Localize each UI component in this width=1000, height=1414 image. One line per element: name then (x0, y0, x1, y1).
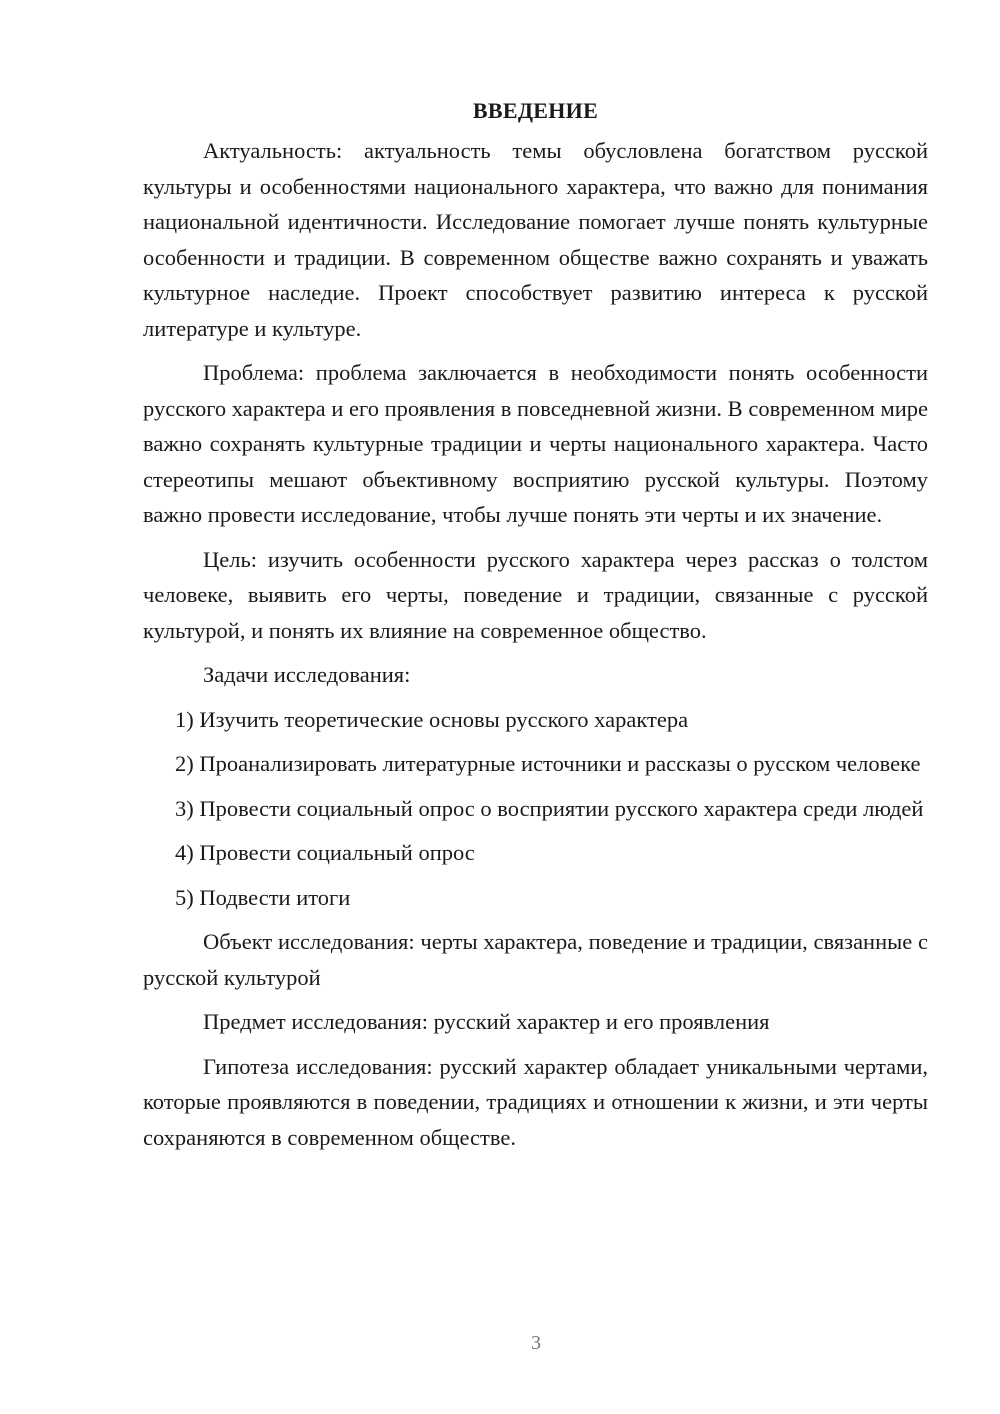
document-body (143, 93, 928, 1155)
hypothesis-paragraph: Гипотеза исследования: русский характер обладает уникальными чертами, которые проявляются в поведении, традициях и отношении к жизни, и эти черты сохраняются в современном обществе. (143, 1053, 928, 1150)
section-title: ВВЕДЕНИЕ (472, 98, 599, 123)
task-item: 3) Провести социальный опрос о восприятии русского характера среди людей (175, 795, 924, 821)
tasks-heading: Задачи исследования: (203, 662, 411, 687)
task-item: 4) Провести социальный опрос (175, 840, 475, 865)
page-number: 3 (531, 1332, 541, 1354)
task-item: 5) Подвести итоги (175, 884, 351, 910)
relevance-paragraph: Актуальность: актуальность темы обусловлена богатством русской культуры и особенностями национального характера, что важно для понимания национальной идентичности. Исследование помогает лучше понять культурные особенности и традиции. В современном обществе важно сохранять и уважать культурное наследие. Проект способствует развитию интереса к русской литературе и культуре. (143, 138, 928, 341)
task-item: 2) Проанализировать литературные источники и рассказы о русском человеке (175, 751, 921, 776)
problem-paragraph: Проблема: проблема заключается в необходимости понять особенности русского характера и его проявления в повседневной жизни. В современном мире важно сохранять культурные традиции и черты национального характера. Часто стереотипы мешают объективному восприятию русской культуры. Поэтому важно провести исследование, чтобы лучше понять эти черты и их значение. (143, 360, 928, 527)
goal-paragraph: Цель: изучить особенности русского характера через рассказ о толстом человеке, выявить его черты, поведение и традиции, связанные с русской культурой, и понять их влияние на современное общество. (143, 546, 928, 643)
object-paragraph: Объект исследования: черты характера, поведение и традиции, связанные с русской культурой (143, 929, 928, 990)
task-item: 1) Изучить теоретические основы русского характера (175, 706, 689, 732)
subject-paragraph: Предмет исследования: русский характер и его проявления (203, 1009, 770, 1034)
